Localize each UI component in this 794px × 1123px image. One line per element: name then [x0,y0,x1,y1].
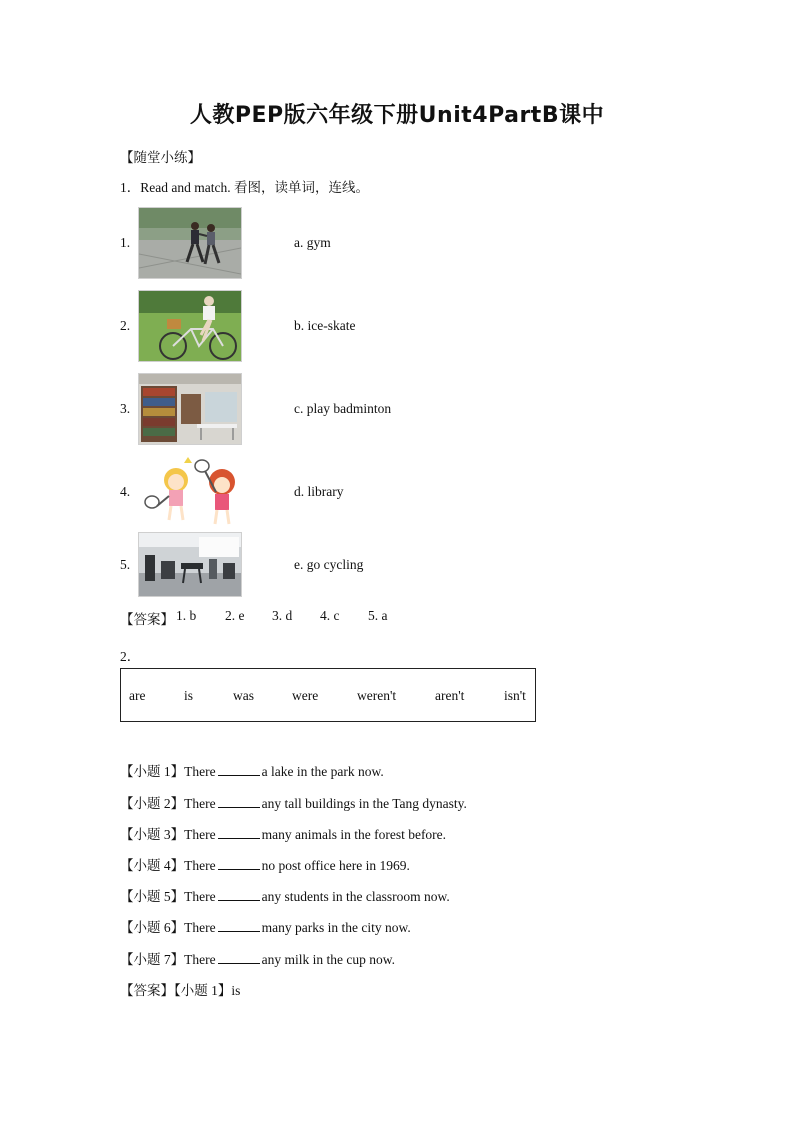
fill-in-item [120,823,446,843]
item-label: 【小题 6】 [120,920,185,935]
q1-option: a. gym [294,235,331,250]
item-before: There [184,764,216,779]
q1-instruction: 1．Read and match. 看图，读单词，连线。 [120,180,369,195]
item-after: any milk in the cup now. [261,952,395,967]
answer-blank[interactable] [218,920,260,932]
word-bank-box [120,668,536,722]
item-after: any students in the classroom now. [261,889,450,904]
fill-in-item [120,885,450,905]
q1-row-number: 4. [120,484,131,499]
answer-blank[interactable] [218,796,260,808]
word-bank-item: was [233,688,254,703]
answer-blank[interactable] [218,889,260,901]
q1-option: c. play badminton [294,401,392,416]
item-after: a lake in the park now. [261,764,384,779]
q1-row-number: 1. [120,235,131,250]
library-photo [138,373,242,445]
section-heading: 【随堂小练】 [120,150,201,165]
item-before: There [184,796,216,811]
item-before: There [184,952,216,967]
answer-item: 4. c [320,608,340,623]
answer-value: is [231,983,241,998]
page-title: 人教PEP版六年级下册Unit4PartB课中 [189,103,605,128]
fill-in-item [120,916,411,936]
answer-item: 1. b [176,608,197,623]
answer-blank[interactable] [218,858,260,870]
gym-photo [138,532,242,597]
q2-answer-line [120,979,240,999]
q2-number: 2． [120,649,141,664]
answer-item: 3. d [272,608,293,623]
answer-item: 2. e [225,608,245,623]
roller-skating-photo [138,207,242,279]
answer-blank[interactable] [218,827,260,839]
word-bank-item: isn't [504,688,526,703]
badminton-cartoon [138,454,240,530]
answer-sub-label: 【小题 1】 [174,983,232,998]
item-label: 【小题 3】 [120,827,185,842]
item-after: many animals in the forest before. [261,827,447,842]
item-label: 【小题 7】 [120,952,185,967]
item-label: 【小题 5】 [120,889,185,904]
word-bank-item: aren't [435,688,465,703]
cycling-photo [138,290,242,362]
item-before: There [184,920,216,935]
item-after: many parks in the city now. [261,920,411,935]
item-label: 【小题 2】 [120,796,185,811]
item-label: 【小题 4】 [120,858,185,873]
answer-label: 【答案】 [120,983,174,998]
word-bank-item: are [129,688,146,703]
fill-in-item [120,760,384,780]
answer-blank[interactable] [218,764,260,776]
q1-row-number: 2. [120,318,131,333]
answer-label: 【答案】 [120,612,174,627]
item-before: There [184,827,216,842]
word-bank-item: is [184,688,194,703]
item-after: no post office here in 1969. [261,858,410,873]
q1-option: d. library [294,484,344,499]
q1-option: b. ice-skate [294,318,356,333]
answer-item: 5. a [368,608,388,623]
item-before: There [184,889,216,904]
q1-row-number: 3. [120,401,131,416]
q1-row-number: 5. [120,557,131,572]
q1-option: e. go cycling [294,557,364,572]
item-after: any tall buildings in the Tang dynasty. [261,796,467,811]
word-bank-item: weren't [357,688,397,703]
fill-in-item [120,854,410,874]
item-label: 【小题 1】 [120,764,185,779]
word-bank-item: were [292,688,319,703]
item-before: There [184,858,216,873]
fill-in-item [120,948,395,968]
answer-blank[interactable] [218,952,260,964]
fill-in-item [120,792,467,812]
